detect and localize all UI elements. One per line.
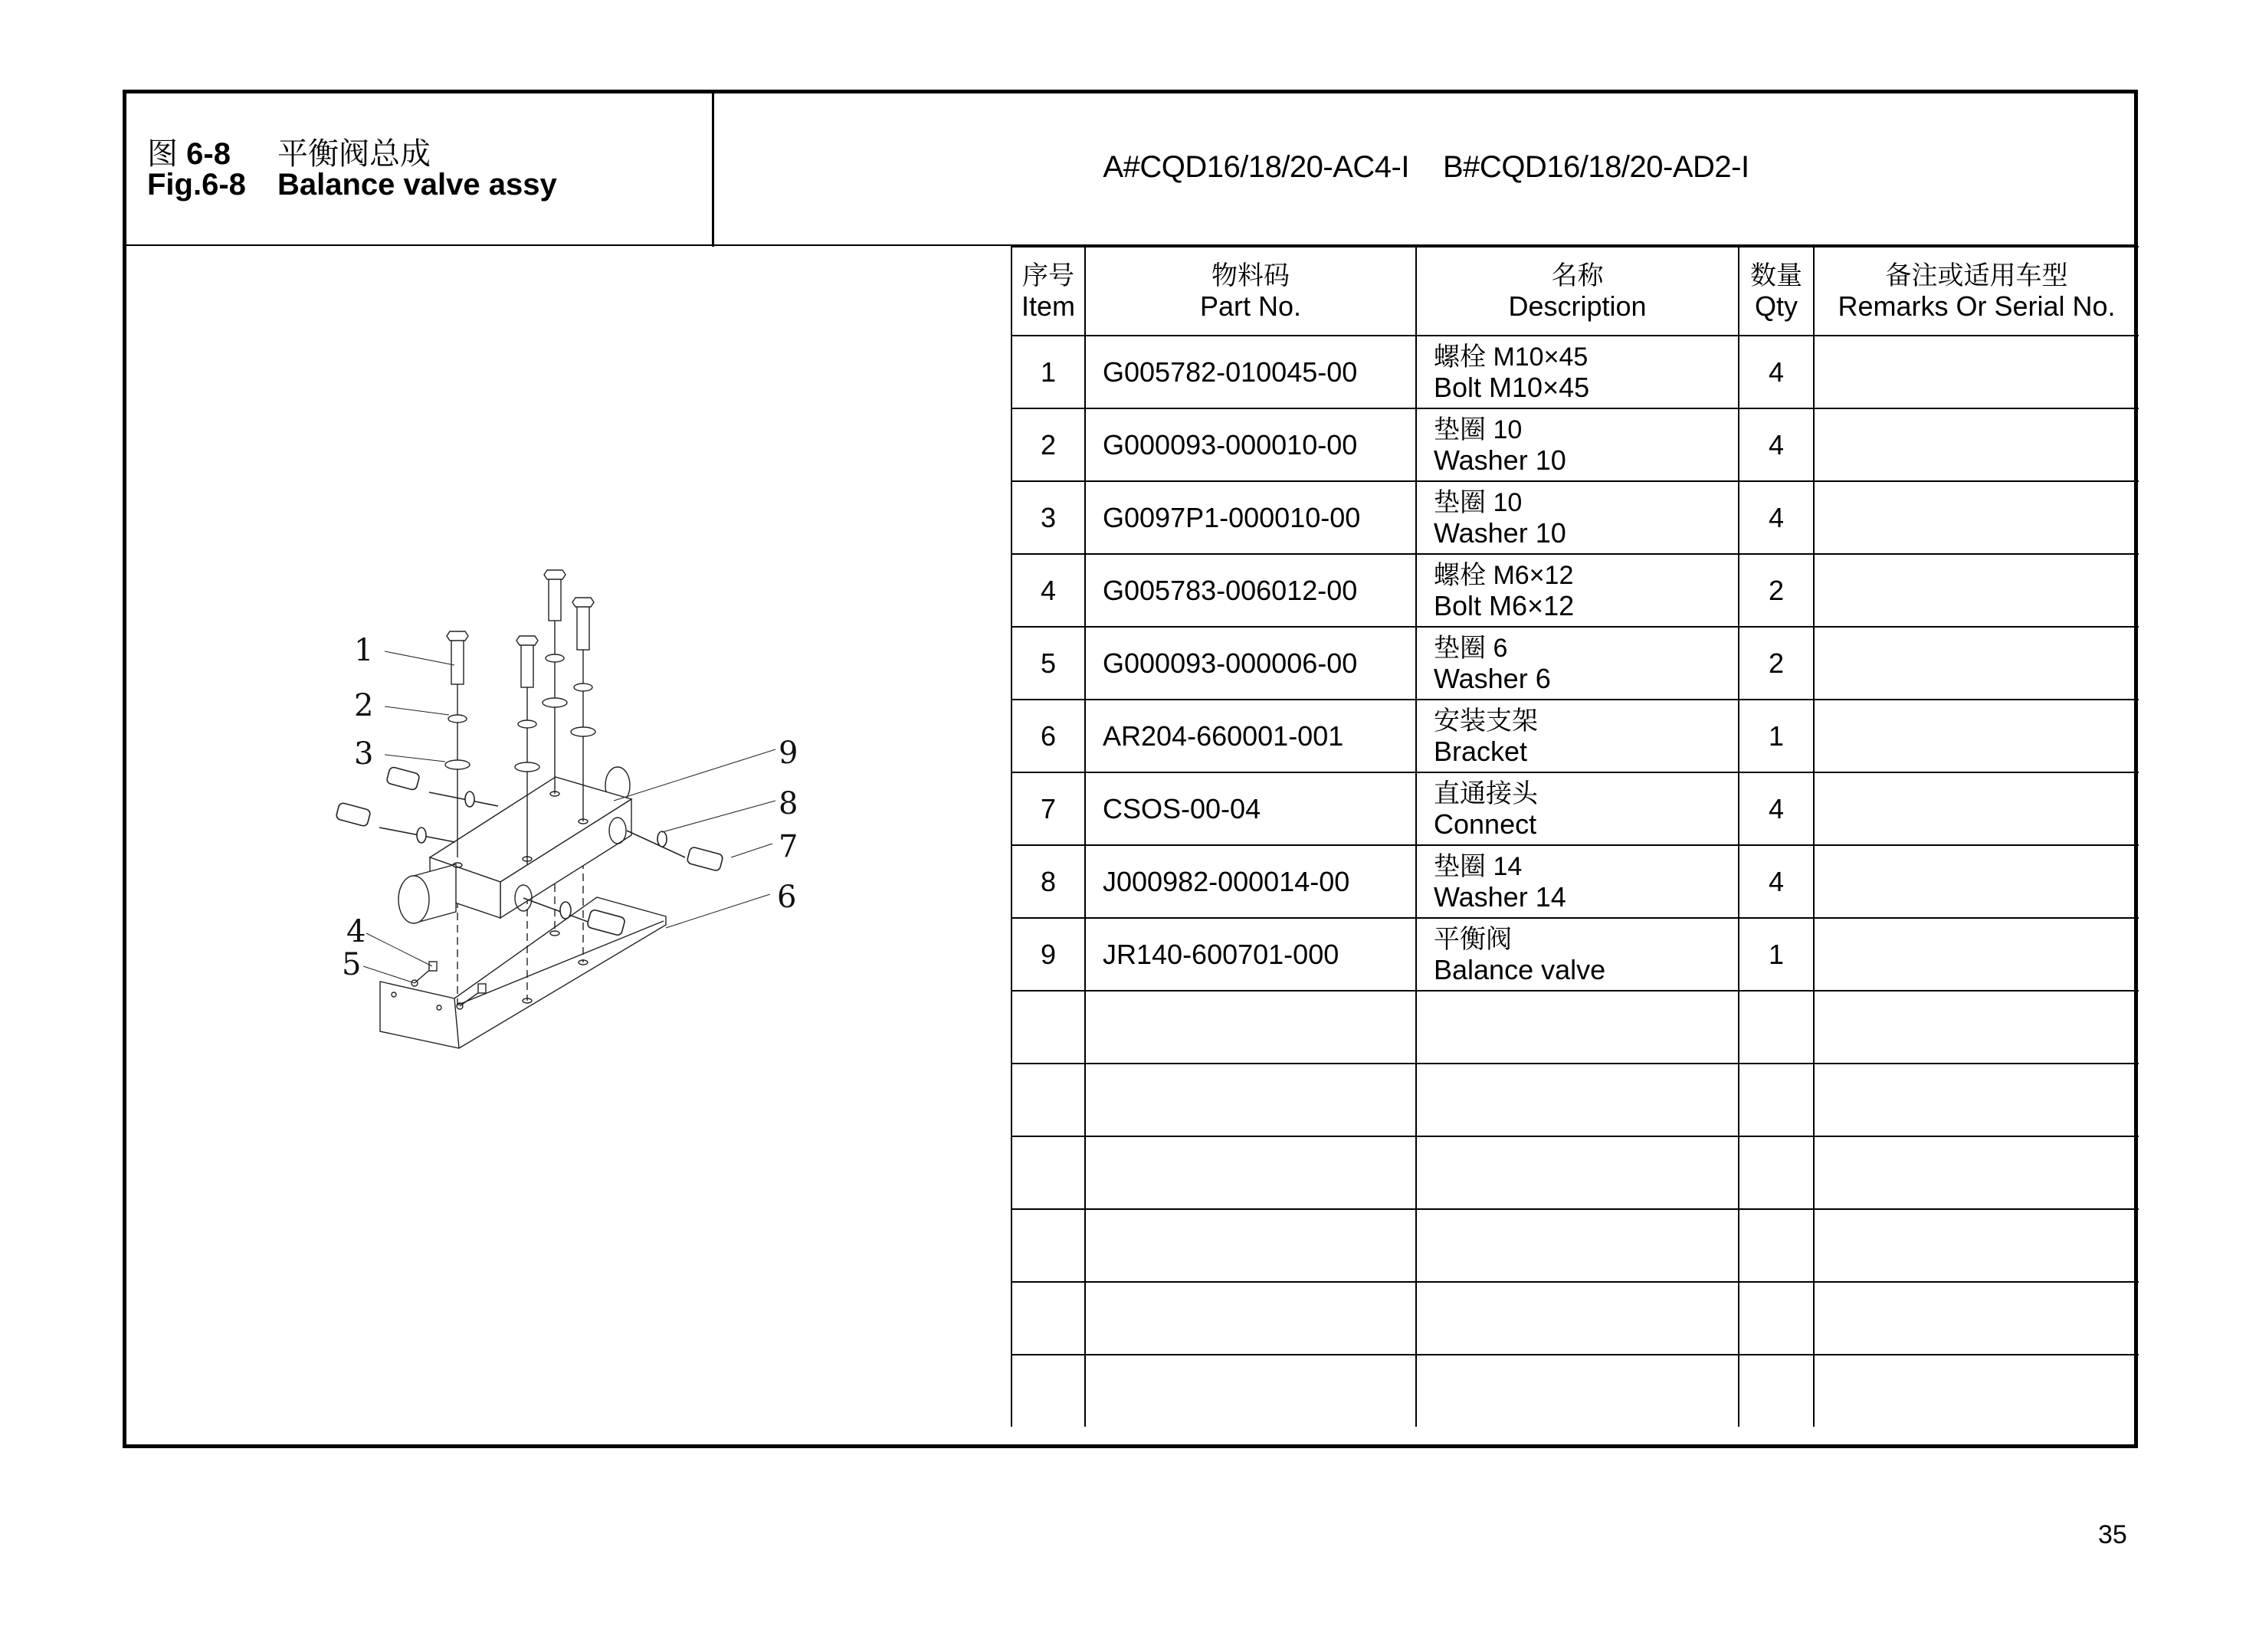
description <box>1416 1064 1739 1136</box>
model-b: B#CQD16/18/20-AD2-I <box>1443 150 1749 184</box>
model-a: A#CQD16/18/20-AC4-I <box>1103 150 1409 184</box>
description-en: Washer 6 <box>1434 662 1551 694</box>
figure-code: 6-8 <box>186 137 231 171</box>
description-cn: 垫圈 14 <box>1434 851 1523 881</box>
quantity <box>1739 1136 1814 1209</box>
table-row <box>1011 991 2139 1064</box>
quantity <box>1739 1209 1814 1282</box>
col-part-no-header: 物料码 Part No. <box>1085 247 1416 336</box>
quantity <box>1739 1355 1814 1427</box>
col-remarks-header: 备注或适用车型 Remarks Or Serial No. <box>1814 247 2139 336</box>
quantity: 4 <box>1739 336 1814 408</box>
remarks <box>1814 845 2139 918</box>
page-number: 35 <box>2098 1520 2127 1549</box>
quantity: 2 <box>1739 554 1814 627</box>
remarks <box>1814 1355 2139 1427</box>
item-number: 2 <box>1011 408 1085 481</box>
exploded-assembly-drawing <box>322 536 858 1149</box>
remarks <box>1814 627 2139 700</box>
col-item-header: 序号 Item <box>1011 247 1085 336</box>
quantity: 4 <box>1739 481 1814 554</box>
quantity: 4 <box>1739 772 1814 845</box>
table-row <box>1011 1282 2139 1355</box>
item-number: 5 <box>1011 627 1085 700</box>
description <box>1416 1282 1739 1355</box>
table-row <box>1011 1355 2139 1427</box>
item-number: 1 <box>1011 336 1085 408</box>
parts-table <box>1011 246 2139 1427</box>
table-row <box>1011 1064 2139 1136</box>
callout-4: 4 <box>346 914 366 949</box>
description <box>1416 1209 1739 1282</box>
description-cn: 垫圈 10 <box>1434 415 1523 444</box>
table-row <box>1011 627 2139 700</box>
table-row <box>1011 481 2139 554</box>
col-description-header: 名称 Description <box>1416 247 1739 336</box>
description-en: Balance valve <box>1434 953 1606 985</box>
item-number <box>1011 1136 1085 1209</box>
item-number <box>1011 1209 1085 1282</box>
part-number <box>1085 1209 1416 1282</box>
item-number <box>1011 1355 1085 1427</box>
col-qty-header: 数量 Qty <box>1739 247 1814 336</box>
callout-2: 2 <box>354 688 374 723</box>
description-cn: 螺栓 M10×45 <box>1434 342 1589 372</box>
figure-title-en <box>147 168 557 202</box>
remarks <box>1814 1209 2139 1282</box>
table-row <box>1011 1136 2139 1209</box>
part-number: G005783-006012-00 <box>1085 554 1416 627</box>
quantity: 2 <box>1739 627 1814 700</box>
part-number: CSOS-00-04 <box>1085 772 1416 845</box>
part-number <box>1085 1355 1416 1427</box>
remarks <box>1814 918 2139 991</box>
part-number <box>1085 1136 1416 1209</box>
description <box>1416 336 1739 408</box>
figure-prefix-cn: 图 <box>147 137 178 171</box>
description-en: Bolt M10×45 <box>1434 371 1590 403</box>
item-number: 7 <box>1011 772 1085 845</box>
remarks <box>1814 1064 2139 1136</box>
applicable-models <box>714 90 2138 245</box>
item-number <box>1011 1282 1085 1355</box>
part-number: AR204-660001-001 <box>1085 700 1416 772</box>
callout-7: 7 <box>779 829 798 864</box>
description <box>1416 700 1739 772</box>
part-number: G005782-010045-00 <box>1085 336 1416 408</box>
figure-label-en: Fig.6-8 <box>147 168 246 202</box>
callout-6: 6 <box>777 880 797 915</box>
table-header-row <box>1011 247 2139 336</box>
remarks <box>1814 408 2139 481</box>
description <box>1416 1136 1739 1209</box>
remarks <box>1814 1282 2139 1355</box>
table-row <box>1011 408 2139 481</box>
callout-5: 5 <box>342 947 362 982</box>
part-number: G000093-000006-00 <box>1085 627 1416 700</box>
description-cn: 直通接头 <box>1434 778 1538 808</box>
description <box>1416 627 1739 700</box>
quantity: 1 <box>1739 700 1814 772</box>
remarks <box>1814 554 2139 627</box>
title-cn: 平衡阀总成 <box>277 137 431 171</box>
item-number <box>1011 1064 1085 1136</box>
figure-title-block <box>123 90 714 247</box>
remarks <box>1814 481 2139 554</box>
remarks <box>1814 336 2139 408</box>
figure-title-cn <box>147 129 431 173</box>
remarks <box>1814 700 2139 772</box>
description <box>1416 408 1739 481</box>
table-row <box>1011 1209 2139 1282</box>
callout-8: 8 <box>779 786 798 821</box>
table-row <box>1011 918 2139 991</box>
callout-3: 3 <box>354 736 374 772</box>
remarks <box>1814 772 2139 845</box>
callout-9: 9 <box>779 736 798 771</box>
quantity: 4 <box>1739 845 1814 918</box>
remarks <box>1814 1136 2139 1209</box>
description-cn: 安装支架 <box>1434 706 1538 736</box>
quantity <box>1739 991 1814 1064</box>
item-number: 8 <box>1011 845 1085 918</box>
table-row <box>1011 700 2139 772</box>
title-en: Balance valve assy <box>277 168 557 202</box>
part-number: J000982-000014-00 <box>1085 845 1416 918</box>
description-cn: 垫圈 6 <box>1434 633 1508 663</box>
description-en: Bolt M6×12 <box>1434 589 1575 621</box>
quantity: 1 <box>1739 918 1814 991</box>
table-row <box>1011 336 2139 408</box>
description <box>1416 481 1739 554</box>
part-number <box>1085 991 1416 1064</box>
callout-1: 1 <box>354 633 374 668</box>
remarks <box>1814 991 2139 1064</box>
part-number: JR140-600701-000 <box>1085 918 1416 991</box>
description <box>1416 845 1739 918</box>
description-en: Washer 10 <box>1434 516 1566 549</box>
description <box>1416 918 1739 991</box>
part-number <box>1085 1282 1416 1355</box>
table-row <box>1011 554 2139 627</box>
description-en: Washer 10 <box>1434 444 1566 476</box>
description-en: Connect <box>1434 808 1537 840</box>
part-number <box>1085 1064 1416 1136</box>
table-row <box>1011 772 2139 845</box>
description-en: Bracket <box>1434 735 1528 767</box>
item-number: 9 <box>1011 918 1085 991</box>
part-number: G000093-000010-00 <box>1085 408 1416 481</box>
quantity <box>1739 1064 1814 1136</box>
item-number: 3 <box>1011 481 1085 554</box>
description <box>1416 554 1739 627</box>
quantity: 4 <box>1739 408 1814 481</box>
part-number: G0097P1-000010-00 <box>1085 481 1416 554</box>
table-row <box>1011 845 2139 918</box>
description-en: Washer 14 <box>1434 880 1566 913</box>
description-cn: 平衡阀 <box>1434 924 1512 954</box>
description <box>1416 772 1739 845</box>
item-number: 6 <box>1011 700 1085 772</box>
description-cn: 垫圈 10 <box>1434 487 1523 517</box>
description <box>1416 1355 1739 1427</box>
quantity <box>1739 1282 1814 1355</box>
item-number <box>1011 991 1085 1064</box>
description <box>1416 991 1739 1064</box>
description-cn: 螺栓 M6×12 <box>1434 560 1574 590</box>
item-number: 4 <box>1011 554 1085 627</box>
